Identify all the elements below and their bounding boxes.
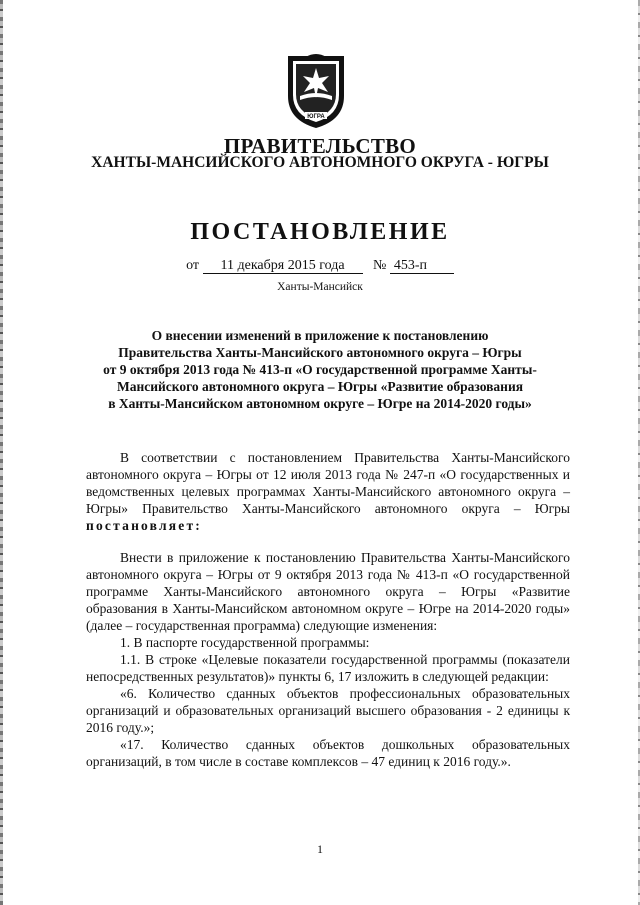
- coat-of-arms-emblem: [284, 52, 348, 130]
- heading-line: в Ханты-Мансийском автономном округе – Югре на 2014-2020 годы»: [108, 396, 532, 411]
- intro-paragraph: Внести в приложение к постановлению Правительства Ханты-Мансийского автономного округа – Югры от 9 октября 2013 года № 413-п «О государственной программе Ханты-Мансийского автономного округа – Югры «Развитие образования в Ханты-Мансийском автономном округе – Югре на 2014-2020 годы» (далее – государственная программа) следующие изменения:: [86, 550, 570, 633]
- document-date: 11 декабря 2015 года: [203, 258, 363, 274]
- resolves-word: постановляет:: [86, 518, 202, 533]
- heading-line: от 9 октября 2013 года № 413-п «О государственной программе Ханты-: [103, 362, 537, 377]
- page-number: 1: [317, 842, 323, 856]
- document-heading: [70, 327, 570, 412]
- heading-line: О внесении изменений в приложение к постановлению: [151, 328, 489, 343]
- date-prefix: от: [186, 258, 200, 273]
- point-17: «17. Количество сданных объектов дошкольных образовательных организаций, в том числе в составе комплексов – 47 единиц к 2016 году.».: [86, 737, 570, 769]
- heading-line: Мансийского автономного округа – Югры «Развитие образования: [116, 379, 524, 394]
- document-type: ПОСТАНОВЛЕНИЕ: [190, 219, 450, 245]
- point-6: «6. Количество сданных объектов профессиональных образовательных организаций и образовательных организаций высшего образования - 2 единицы к 2016 году.»;: [86, 686, 570, 735]
- date-number-line: [0, 258, 640, 274]
- item-1-1: 1.1. В строке «Целевые показатели государственной программы (показатели непосредственных результатов)» пункты 6, 17 изложить в следующей редакции:: [86, 652, 570, 684]
- document-number: 453-п: [390, 258, 454, 274]
- decree-body: [86, 549, 570, 770]
- heading-line: Правительства Ханты-Мансийского автономного округа – Югры: [118, 345, 522, 360]
- item-1: 1. В паспорте государственной программы:: [120, 635, 370, 650]
- preamble-text: В соответствии с постановлением Правительства Ханты-Мансийского автономного округа – Югры от 12 июля 2013 года № 247-п «О государственных и ведомственных целевых программах Ханты-Мансийского автономного округа – Югры» Правительство Ханты-Мансийского автономного округа – Югры: [86, 450, 570, 516]
- government-title: ПРАВИТЕЛЬСТВО: [223, 134, 417, 158]
- preamble-paragraph: [86, 449, 570, 534]
- number-prefix: №: [373, 258, 387, 273]
- region-title: ХАНТЫ-МАНСИЙСКОГО АВТОНОМНОГО ОКРУГА - ЮГРЫ: [91, 154, 549, 171]
- emblem-caption: ЮГРА: [307, 114, 325, 120]
- city: Ханты-Мансийск: [277, 281, 363, 293]
